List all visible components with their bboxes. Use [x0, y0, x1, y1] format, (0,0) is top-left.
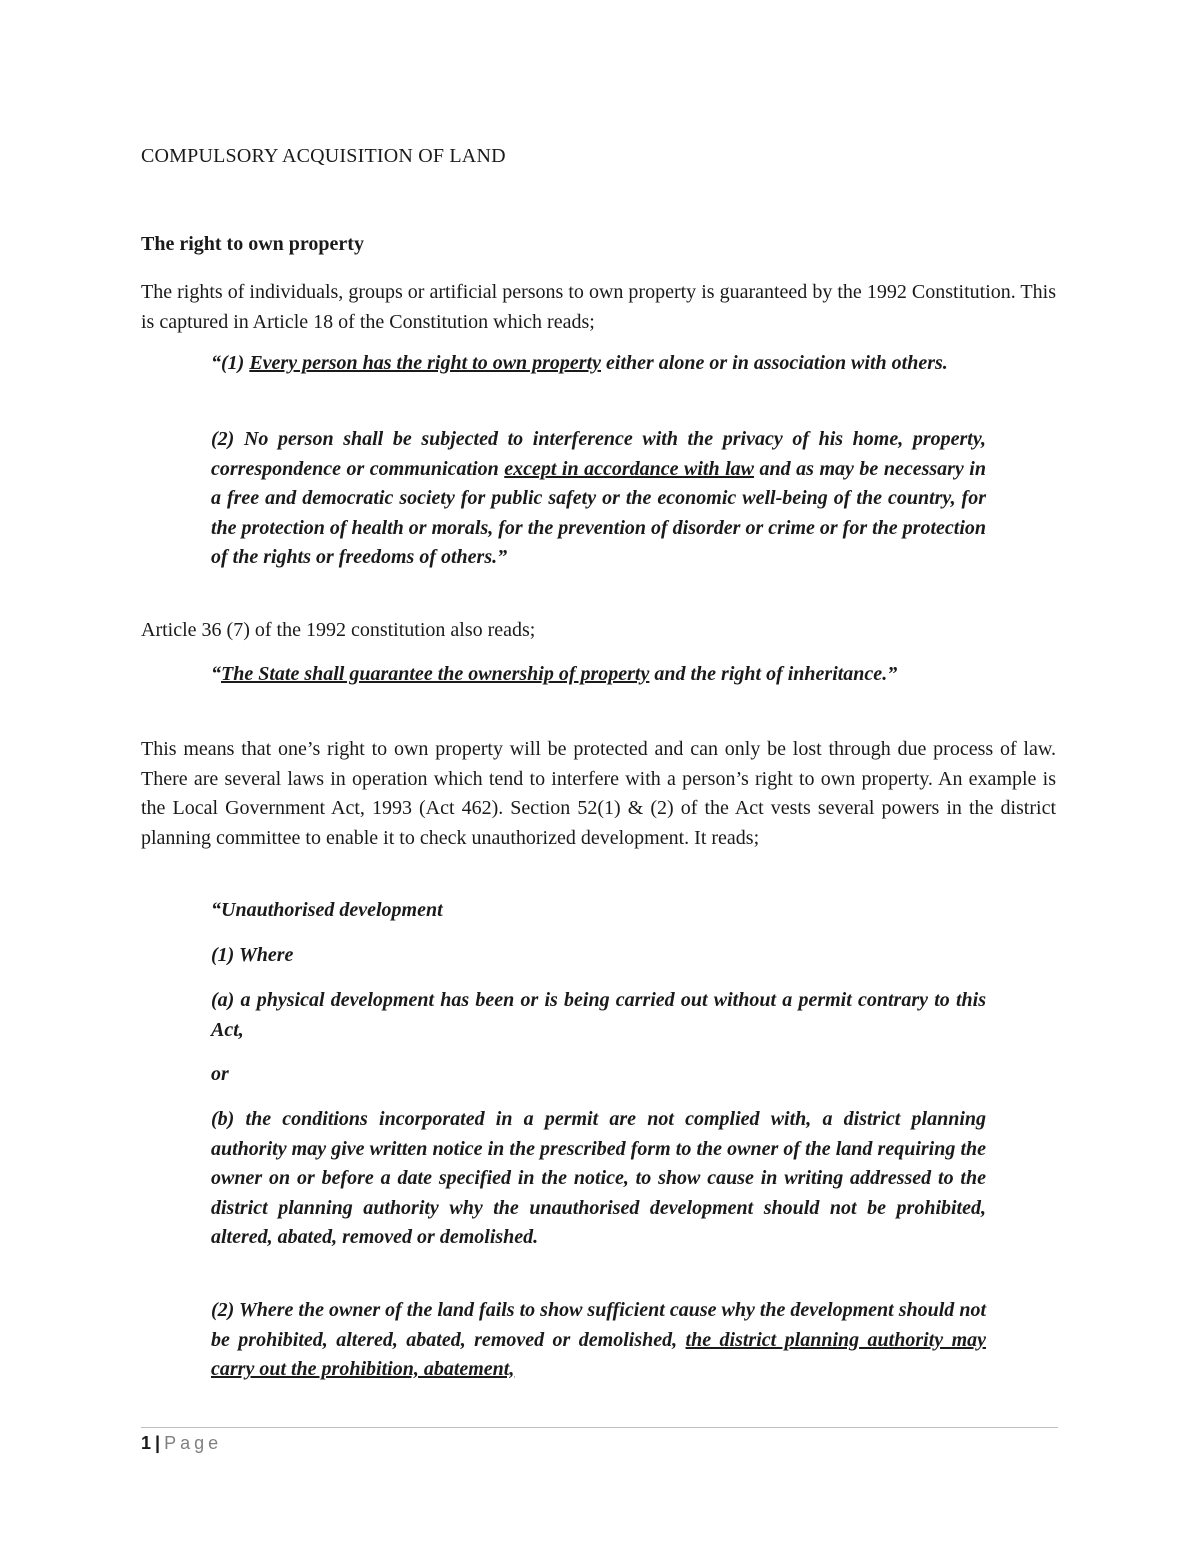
quote-underlined-text: except in accordance with law — [504, 457, 755, 480]
page-footer — [141, 1433, 222, 1454]
quote-text: and as may be necessary in a free and democratic society for public safety or the economic well-being of the country, for the protection of health or morals, for the prevention of disorder or crime or for the protection of the rights or freedoms of others.” — [211, 457, 987, 568]
quote-text: either alone or in association with others. — [601, 352, 948, 374]
quote-text: and the right of inheritance.” — [649, 663, 898, 685]
quote-text: “ — [211, 663, 221, 685]
body-paragraph-1: The rights of individuals, groups or artificial persons to own property is guaranteed by the 1992 Constitution. This is captured in Article 18 of the Constitution which reads; — [141, 281, 1056, 333]
footer-divider — [141, 1427, 1058, 1428]
quote-underlined-text: the district planning authority may carry out the prohibition, abatement, — [211, 1328, 987, 1380]
quote-article-18-1 — [211, 349, 986, 379]
quote-subsection-1: (1) Where — [211, 944, 294, 966]
footer-separator: | — [155, 1433, 161, 1453]
quote-or: or — [211, 1063, 229, 1085]
quote-subsection-2 — [211, 1296, 986, 1385]
document-title: COMPULSORY ACQUISITION OF LAND — [141, 145, 506, 167]
quote-text: (2) No person shall be subjected to interference with the privacy of his home, property, correspondence or communication — [211, 428, 986, 480]
page-number: 1 — [141, 1433, 152, 1453]
quote-heading-unauthorised: “Unauthorised development — [211, 899, 443, 921]
section-heading: The right to own property — [141, 233, 364, 255]
quote-text: “(1) — [211, 352, 250, 374]
quote-article-18-2 — [211, 425, 986, 573]
quote-article-36-7 — [211, 660, 986, 690]
quote-text: (2) Where the owner of the land fails to show sufficient cause why the development should not be prohibited, altered, abated, removed or demolished, — [211, 1299, 986, 1351]
page-label: Page — [164, 1433, 223, 1453]
quote-item-b: (b) the conditions incorporated in a permit are not complied with, a district planning authority may give written notice in the prescribed form to the owner of the land requiring the owner on or before a date specified in the notice, to show cause in writing addressed to the district planning authority why the unauthorised development should not be prohibited, altered, abated, removed or demolished. — [211, 1108, 986, 1248]
body-paragraph-3: This means that one’s right to own property will be protected and can only be lost through due process of law. There are several laws in operation which tend to interfere with a person’s right to own property. An example is the Local Government Act, 1993 (Act 462). Section 52(1) & (2) of the Act vests several powers in the district planning committee to enable it to check unauthorized development. It reads; — [141, 738, 1056, 849]
body-paragraph-2: Article 36 (7) of the 1992 constitution also reads; — [141, 619, 536, 641]
quote-item-a: (a) a physical development has been or is being carried out without a permit contrary to this Act, — [211, 989, 986, 1041]
quote-underlined-text: The State shall guarantee the ownership of property — [221, 663, 650, 685]
quote-underlined-text: Every person has the right to own property — [249, 352, 602, 374]
